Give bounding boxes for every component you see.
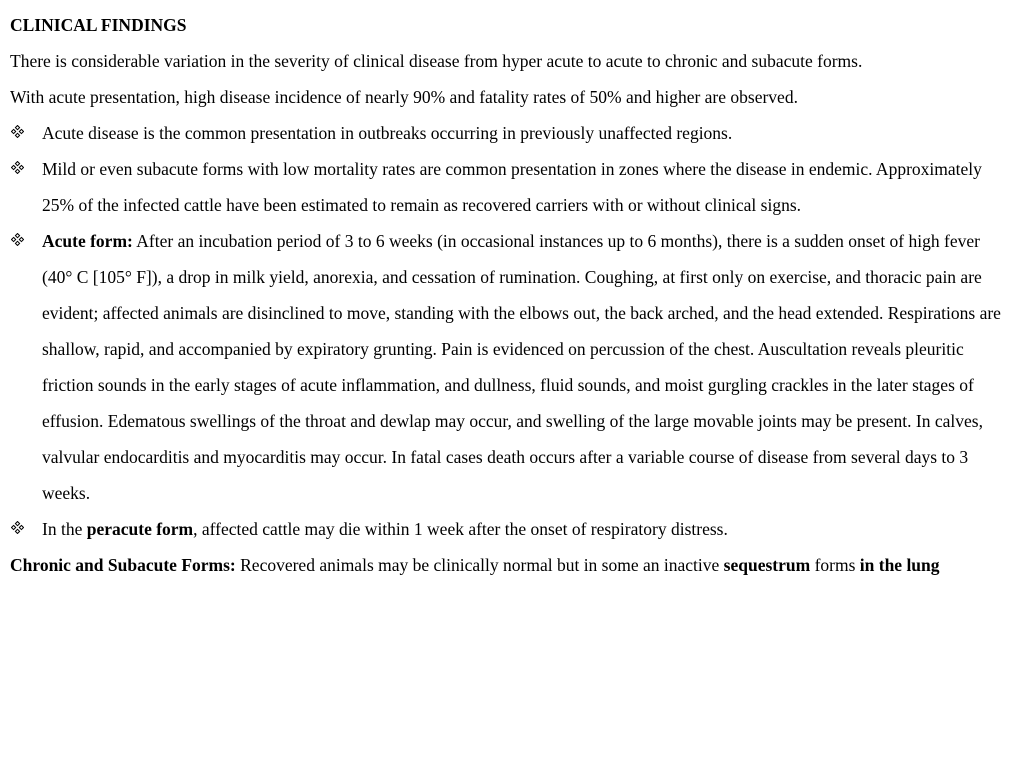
chronic-bold-2: in the lung (859, 555, 940, 575)
list-item (10, 151, 1014, 223)
four-diamond-bullet-icon (11, 223, 24, 259)
four-diamond-bullet-icon (11, 115, 24, 151)
peracute-suffix: , affected cattle may die within 1 week after the onset of respiratory distress. (193, 519, 728, 539)
findings-list (10, 115, 1014, 547)
acute-form-label: Acute form: (42, 231, 133, 251)
four-diamond-bullet-icon (11, 151, 24, 187)
chronic-label: Chronic and Subacute Forms: (10, 555, 236, 575)
list-item (10, 115, 1014, 151)
chronic-text-2: forms (810, 555, 860, 575)
four-diamond-bullet-icon (11, 511, 24, 547)
peracute-bold: peracute form (86, 519, 194, 539)
intro-line-2: With acute presentation, high disease incidence of nearly 90% and fatality rates of 50% and higher are observed. (10, 87, 798, 107)
bullet-mild-forms: Mild or even subacute forms with low mortality rates are common presentation in zones where the disease in endemic. Approximately 25% of the infected cattle have been estimated to remain as recovered carriers with or without clinical signs. (42, 159, 982, 215)
chronic-bold-1: sequestrum (723, 555, 811, 575)
list-item (10, 223, 1014, 511)
list-item (10, 511, 1014, 547)
intro-line-1: There is considerable variation in the severity of clinical disease from hyper acute to acute to chronic and subacute forms. (10, 51, 863, 71)
chronic-text-1: Recovered animals may be clinically normal but in some an inactive (235, 555, 724, 575)
intro-paragraph (10, 43, 1014, 115)
chronic-paragraph (10, 547, 1014, 583)
peracute-prefix: In the (42, 519, 87, 539)
bullet-acute-common: Acute disease is the common presentation in outbreaks occurring in previously unaffected regions. (42, 123, 733, 143)
acute-form-text: After an incubation period of 3 to 6 weeks (in occasional instances up to 6 months), there is a sudden onset of high fever (40° C [105° F]), a drop in milk yield, anorexia, and cessation of rumination. Coughing, at first only on exercise, and thoracic pain are evident; affected animals are disinclined to move, standing with the elbows out, the back arched, and the head extended. Respirations are shallow, rapid, and accompanied by expiratory grunting. Pain is evidenced on percussion of the chest. Auscultation reveals pleuritic friction sounds in the early stages of acute inflammation, and dullness, fluid sounds, and moist gurgling crackles in the later stages of effusion. Edematous swellings of the throat and dewlap may occur, and swelling of the large movable joints may be present. In calves, valvular endocarditis and myocarditis may occur. In fatal cases death occurs after a variable course of disease from several days to 3 weeks. (42, 231, 1001, 503)
page-title: CLINICAL FINDINGS (10, 15, 187, 35)
